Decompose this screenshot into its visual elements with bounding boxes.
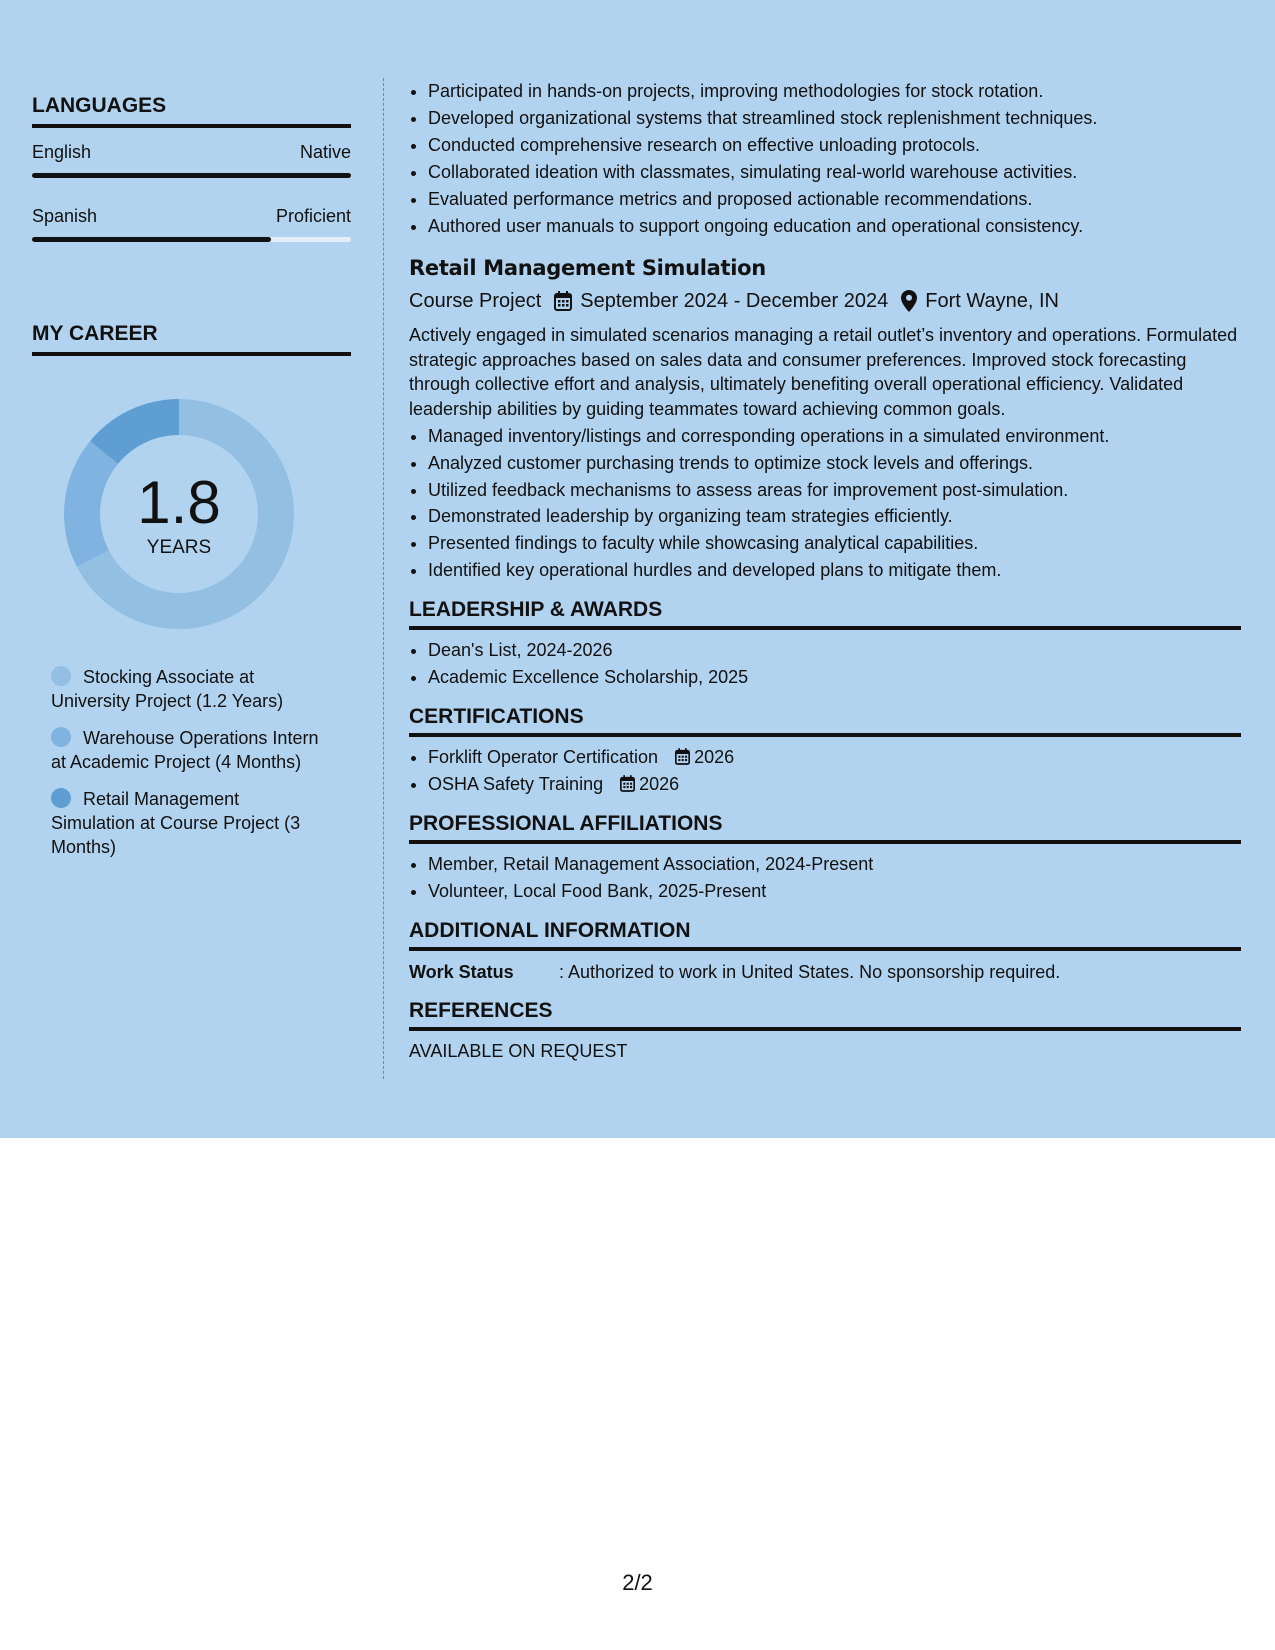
- work-status-row: [409, 959, 1241, 985]
- language-level: Native: [299, 142, 351, 162]
- additional-info-heading: ADDITIONAL INFORMATION: [409, 919, 1241, 951]
- legend-swatch: [51, 666, 71, 686]
- list-item: • Collaborated ideation with classmates, simulating real-world warehouse activities.: [428, 159, 1241, 186]
- career-heading: MY CAREER: [32, 304, 351, 356]
- list-item: • Dean's List, 2024-2026: [428, 637, 1241, 664]
- language-proficiency-bar: [32, 237, 351, 242]
- career-legend: [51, 665, 321, 859]
- previous-job-bullets: [409, 78, 1241, 240]
- list-item: • Academic Excellence Scholarship, 2025: [428, 664, 1241, 691]
- career-donut-chart: [64, 399, 294, 629]
- legend-item: [51, 787, 321, 859]
- job-location: Fort Wayne, IN: [925, 290, 1059, 312]
- references-text: AVAILABLE ON REQUEST: [409, 1040, 628, 1061]
- legend-swatch: [51, 788, 71, 808]
- awards-heading: LEADERSHIP & AWARDS: [409, 598, 1241, 630]
- language-proficiency-fill: [32, 173, 351, 178]
- job-bullets: [409, 423, 1241, 584]
- job-dates: September 2024 - December 2024: [580, 290, 889, 312]
- language-proficiency-fill: [32, 237, 271, 242]
- language-level: Proficient: [275, 206, 351, 226]
- legend-swatch: [51, 727, 71, 747]
- legend-item: [51, 665, 321, 713]
- job-company: Course Project: [409, 290, 542, 312]
- legend-item: [51, 726, 321, 774]
- legend-label: Retail Management Simulation at Course Project (3 Months): [51, 789, 301, 857]
- references-heading: REFERENCES: [409, 999, 1241, 1031]
- list-item: • Evaluated performance metrics and proposed actionable recommendations.: [428, 186, 1241, 213]
- job-title: Retail Management Simulation: [409, 256, 766, 280]
- certification-year: 2026: [694, 746, 735, 767]
- career-total-years: 1.8: [137, 469, 221, 536]
- main-content: [409, 78, 1241, 1062]
- job-meta: [409, 287, 1241, 315]
- list-item: • Participated in hands-on projects, improving methodologies for stock rotation.: [428, 78, 1241, 105]
- list-item: [428, 771, 1241, 798]
- list-item: • Managed inventory/listings and corresponding operations in a simulated environment.: [428, 423, 1241, 450]
- calendar-icon: [620, 775, 635, 792]
- work-status-value: : Authorized to work in United States. No sponsorship required.: [559, 961, 1061, 982]
- list-item: • Conducted comprehensive research on effective unloading protocols.: [428, 132, 1241, 159]
- list-item: • Utilized feedback mechanisms to assess areas for improvement post-simulation.: [428, 477, 1241, 504]
- awards-list: [409, 637, 1241, 691]
- legend-label: Stocking Associate at University Project (1.2 Years): [51, 667, 284, 711]
- languages-heading: LANGUAGES: [32, 76, 351, 128]
- affiliations-heading: PROFESSIONAL AFFILIATIONS: [409, 812, 1241, 844]
- sidebar: [32, 76, 351, 872]
- page-number: 2/2: [622, 1570, 653, 1595]
- list-item: • Identified key operational hurdles and developed plans to mitigate them.: [428, 557, 1241, 584]
- list-item: • Volunteer, Local Food Bank, 2025-Present: [428, 878, 1241, 905]
- calendar-icon: [675, 748, 690, 765]
- career-years-unit: YEARS: [146, 537, 212, 558]
- column-divider: [383, 78, 384, 1079]
- list-item: [428, 744, 1241, 771]
- language-name: English: [32, 142, 92, 162]
- location-pin-icon: [901, 290, 917, 312]
- certification-year: 2026: [639, 773, 680, 794]
- calendar-icon: [554, 291, 572, 311]
- legend-label: Warehouse Operations Intern at Academic Project (4 Months): [51, 728, 319, 772]
- language-name: Spanish: [32, 206, 98, 226]
- language-item: [32, 206, 351, 242]
- list-item: • Demonstrated leadership by organizing team strategies efficiently.: [428, 503, 1241, 530]
- job-description: Actively engaged in simulated scenarios managing a retail outlet’s inventory and operations. Formulated strategic approaches based on sales data and consumer preferences. Improved stock forecasting through collective effort and analysis, ultimately benefiting overall operational efficiency. Validated leadership abilities by guiding teammates toward achieving common goals.: [409, 325, 1238, 419]
- certifications-list: [409, 744, 1241, 798]
- list-item: • Analyzed customer purchasing trends to optimize stock levels and offerings.: [428, 450, 1241, 477]
- work-status-label: Work Status: [409, 961, 514, 982]
- list-item: • Presented findings to faculty while showcasing analytical capabilities.: [428, 530, 1241, 557]
- certification-name: OSHA Safety Training: [428, 773, 604, 794]
- certification-name: Forklift Operator Certification: [428, 746, 659, 767]
- certifications-heading: CERTIFICATIONS: [409, 705, 1241, 737]
- language-proficiency-bar: [32, 173, 351, 178]
- list-item: • Authored user manuals to support ongoing education and operational consistency.: [428, 213, 1241, 240]
- list-item: • Developed organizational systems that streamlined stock replenishment techniques.: [428, 105, 1241, 132]
- affiliations-list: [409, 851, 1241, 905]
- list-item: • Member, Retail Management Association, 2024-Present: [428, 851, 1241, 878]
- language-item: [32, 142, 351, 178]
